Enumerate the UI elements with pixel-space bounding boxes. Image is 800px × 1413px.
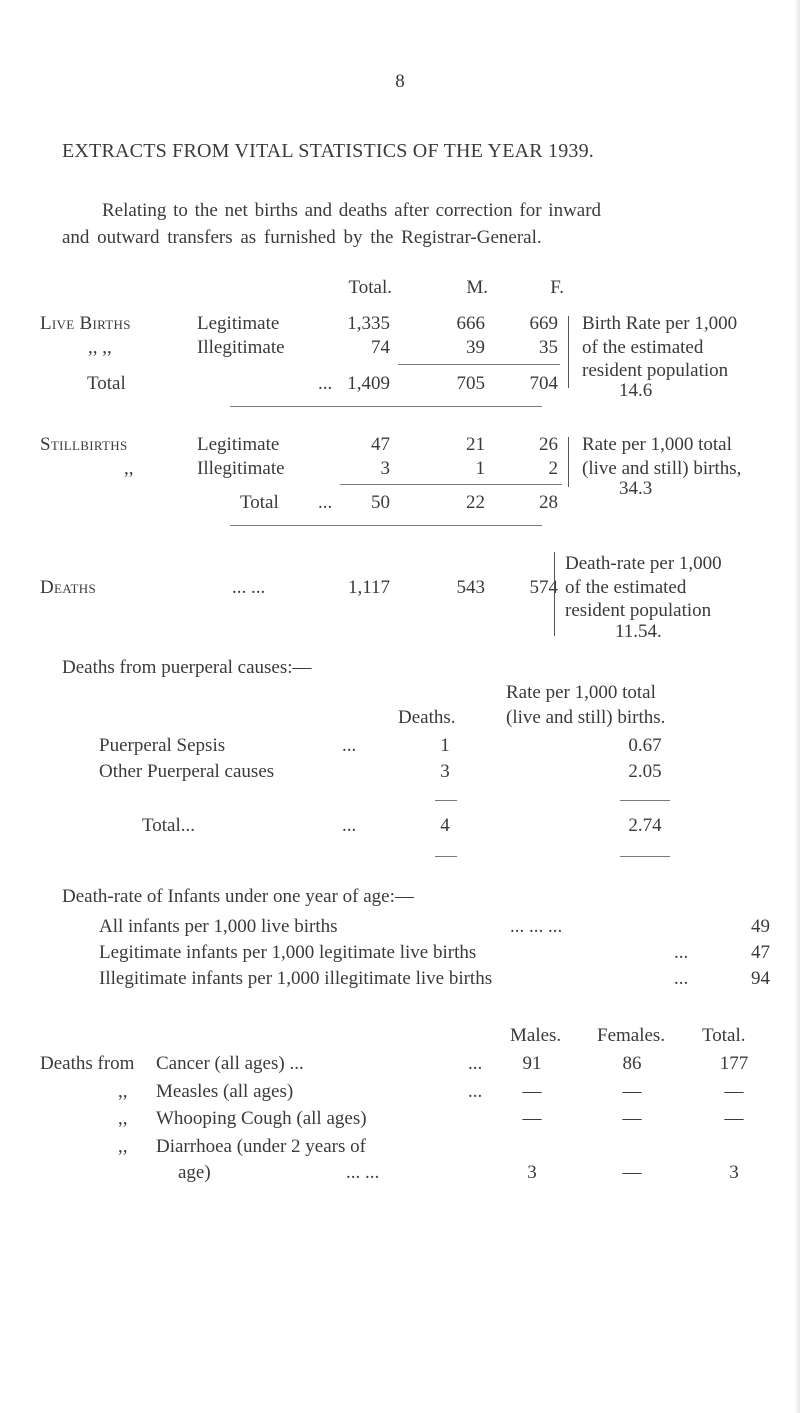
puerperal-total-label: Total... — [142, 815, 196, 836]
birth-rate-note-1: Birth Rate per 1,000 — [582, 313, 738, 334]
cause-row-dots: ... — [468, 1053, 483, 1074]
cause-row-total: — — [724, 1108, 744, 1129]
stillbirths-illegit-m: 1 — [475, 458, 485, 479]
live-births-ditto: ,, ,, — [88, 337, 112, 358]
live-births-total-dots: ... — [318, 373, 333, 394]
infant-row-label: All infants per 1,000 live births — [99, 916, 338, 937]
cause-row-females: — — [622, 1081, 642, 1102]
diarrhoea-dots: ... ... — [346, 1162, 380, 1183]
page-title: EXTRACTS FROM VITAL STATISTICS OF THE YEAR 1939. — [62, 140, 594, 162]
stillbirth-rate-note-1: Rate per 1,000 total — [582, 434, 732, 455]
death-rate-value: 11.54. — [615, 621, 662, 642]
death-rate-note-3: resident population — [565, 600, 712, 621]
cause-row-males: — — [522, 1108, 542, 1129]
birth-rate-note-3: resident population — [582, 360, 729, 381]
diarrhoea-label-1: Diarrhoea (under 2 years of — [156, 1136, 366, 1157]
infant-row-dots: ... — [674, 968, 689, 989]
live-births-label: Live Births — [40, 313, 131, 334]
cause-row-ditto: ,, — [118, 1108, 128, 1129]
section-divider-2 — [230, 525, 542, 526]
puerperal-row-rate: 2.05 — [628, 761, 662, 782]
causes-prefix: Deaths from — [40, 1053, 135, 1074]
infant-row-value: 49 — [751, 916, 770, 937]
stillbirths-legit-total: 47 — [371, 434, 390, 455]
cause-row-total: 177 — [719, 1053, 749, 1074]
stillbirths-total: 50 — [371, 492, 390, 513]
death-rate-note-1: Death-rate per 1,000 — [565, 553, 722, 574]
infant-row-label: Legitimate infants per 1,000 legitimate live births — [99, 942, 477, 963]
infant-heading: Death-rate of Infants under one year of age:— — [62, 886, 414, 907]
puerperal-deaths-header: Deaths. — [398, 707, 456, 728]
live-births-total: 1,409 — [347, 373, 390, 394]
puerperal-row-dots: ... — [342, 735, 357, 756]
puerperal-heading: Deaths from puerperal causes:— — [62, 657, 312, 678]
puerperal-rule-rate-bottom — [620, 856, 670, 857]
puerperal-total-deaths: 4 — [440, 815, 450, 836]
puerperal-total-dots: ... — [342, 815, 357, 836]
diarrhoea-total: 3 — [729, 1162, 739, 1183]
infant-row-dots: ... — [674, 942, 689, 963]
causes-header-females: Females. — [597, 1025, 666, 1046]
puerperal-rate-header-1: Rate per 1,000 total — [506, 682, 656, 703]
stillbirth-rate-value: 34.3 — [619, 478, 653, 499]
live-births-total-label: Total — [87, 373, 126, 394]
live-births-legit-m: 666 — [456, 313, 485, 334]
stillbirths-total-dots: ... — [318, 492, 333, 513]
puerperal-rule-deaths — [435, 800, 457, 801]
cause-row-females: 86 — [622, 1053, 642, 1074]
stillbirths-legit-label: Legitimate — [197, 434, 280, 455]
stillbirths-subtotal-rule — [340, 484, 562, 485]
cause-row-females: — — [622, 1108, 642, 1129]
stillbirth-rate-note-2: (live and still) births, — [582, 458, 742, 479]
section-divider-1 — [230, 406, 542, 407]
diarrhoea-ditto: ,, — [118, 1136, 128, 1157]
diarrhoea-males: 3 — [527, 1162, 537, 1183]
live-births-subtotal-rule — [398, 364, 560, 365]
diarrhoea-label-2: age) — [178, 1162, 211, 1183]
puerperal-rate-header-2: (live and still) births. — [506, 707, 666, 728]
puerperal-row-label: Puerperal Sepsis — [99, 735, 226, 756]
infant-row-dots: ... ... ... — [510, 916, 563, 937]
stillbirths-illegit-f: 2 — [548, 458, 558, 479]
puerperal-rule-deaths-bottom — [435, 856, 457, 857]
infant-row-value: 47 — [751, 942, 770, 963]
cause-row-label: Cancer (all ages) ... — [156, 1053, 304, 1074]
live-births-total-m: 705 — [456, 373, 485, 394]
stillbirths-illegit-label: Illegitimate — [197, 458, 285, 479]
header-male: M. — [466, 277, 488, 298]
stillbirths-total-f: 28 — [539, 492, 558, 513]
birth-rate-value: 14.6 — [619, 380, 653, 401]
live-births-brace — [568, 316, 575, 388]
stillbirths-total-label: Total — [240, 492, 279, 513]
puerperal-rule-rate — [620, 800, 670, 801]
cause-row-males: — — [522, 1081, 542, 1102]
stillbirths-total-m: 22 — [466, 492, 485, 513]
live-births-illegit-total: 74 — [371, 337, 390, 358]
live-births-legit-f: 669 — [529, 313, 558, 334]
infant-row-value: 94 — [751, 968, 770, 989]
cause-row-males: 91 — [522, 1053, 542, 1074]
stillbirths-brace — [568, 437, 575, 487]
stillbirths-label: Stillbirths — [40, 434, 128, 455]
deaths-brace — [554, 552, 561, 636]
page-edge-shadow — [794, 0, 800, 1413]
live-births-illegit-label: Illegitimate — [197, 337, 285, 358]
causes-header-total: Total. — [702, 1025, 746, 1046]
stillbirths-ditto: ,, — [124, 458, 134, 479]
death-rate-note-2: of the estimated — [565, 577, 687, 598]
cause-row-total: — — [724, 1081, 744, 1102]
header-total: Total. — [348, 277, 392, 298]
cause-row-label: Measles (all ages) — [156, 1081, 294, 1102]
puerperal-total-rate: 2.74 — [628, 815, 662, 836]
intro-line-1: Relating to the net births and deaths after correction for inward — [102, 200, 602, 221]
live-births-illegit-f: 35 — [539, 337, 558, 358]
stillbirths-illegit-total: 3 — [380, 458, 390, 479]
live-births-total-f: 704 — [529, 373, 558, 394]
deaths-dots: ... ... — [232, 577, 266, 598]
puerperal-row-deaths: 1 — [440, 735, 450, 756]
page-number: 8 — [395, 71, 405, 92]
live-births-legit-label: Legitimate — [197, 313, 280, 334]
cause-row-label: Whooping Cough (all ages) — [156, 1108, 367, 1129]
header-female: F. — [550, 277, 564, 298]
intro-line-2: and outward transfers as furnished by the Registrar-General. — [62, 227, 542, 248]
diarrhoea-females: — — [622, 1162, 642, 1183]
deaths-total: 1,117 — [347, 577, 390, 598]
cause-row-ditto: ,, — [118, 1081, 128, 1102]
live-births-illegit-m: 39 — [466, 337, 485, 358]
puerperal-row-deaths: 3 — [440, 761, 450, 782]
puerperal-row-rate: 0.67 — [628, 735, 662, 756]
puerperal-row-label: Other Puerperal causes — [99, 761, 275, 782]
deaths-label: Deaths — [40, 577, 96, 598]
stillbirths-legit-m: 21 — [466, 434, 485, 455]
stillbirths-legit-f: 26 — [539, 434, 558, 455]
deaths-f: 574 — [529, 577, 558, 598]
causes-header-males: Males. — [510, 1025, 562, 1046]
cause-row-dots: ... — [468, 1081, 483, 1102]
live-births-legit-total: 1,335 — [347, 313, 390, 334]
infant-row-label: Illegitimate infants per 1,000 illegitimate live births — [99, 968, 493, 989]
birth-rate-note-2: of the estimated — [582, 337, 704, 358]
deaths-m: 543 — [456, 577, 485, 598]
